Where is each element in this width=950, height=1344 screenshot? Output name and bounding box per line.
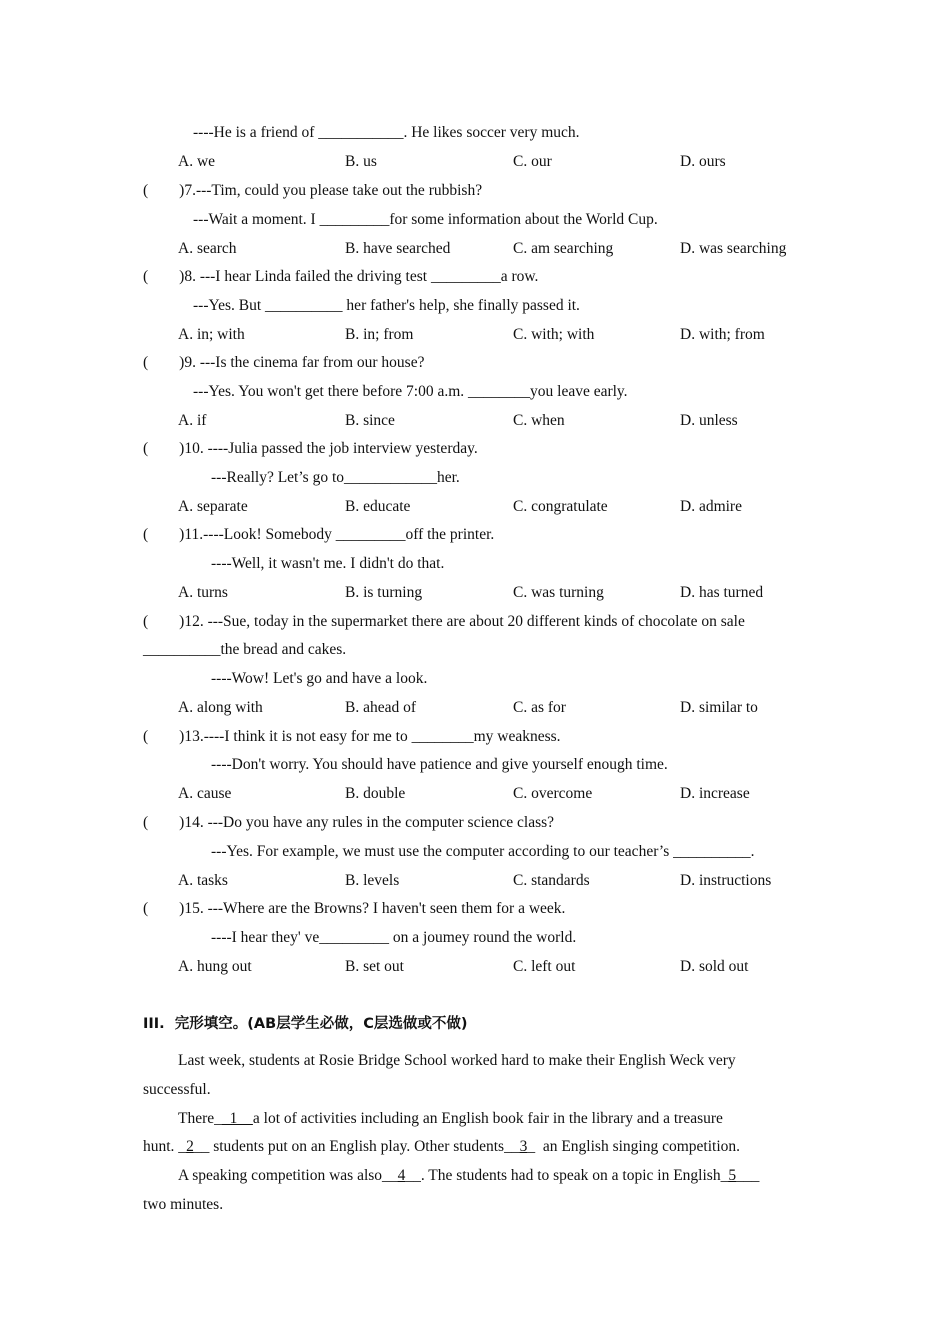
q6-option-d: D. ours bbox=[680, 153, 726, 170]
q14-option-d: D. instructions bbox=[680, 872, 772, 889]
q10-option-d: D. admire bbox=[680, 498, 742, 515]
q15-line2: ----I hear they' ve_________ on a joumey round the world. bbox=[211, 929, 577, 946]
q10-options bbox=[178, 497, 818, 517]
q11-line2: ----Well, it wasn't me. I didn't do that. bbox=[211, 555, 445, 572]
q14-line1: ( )14. ---Do you have any rules in the computer science class? bbox=[143, 814, 555, 831]
q9-option-d: D. unless bbox=[680, 412, 738, 429]
q7-line2: ---Wait a moment. I _________for some information about the World Cup. bbox=[193, 211, 658, 228]
q14-option-a: A. tasks bbox=[178, 872, 228, 889]
q9-options bbox=[178, 411, 818, 431]
q8-line2: ---Yes. But __________ her father's help, she finally passed it. bbox=[193, 297, 580, 314]
q6-line1: ----He is a friend of ___________. He likes soccer very much. bbox=[193, 124, 580, 141]
q13-line1: ( )13.----I think it is not easy for me to ________my weakness. bbox=[143, 728, 561, 745]
q13-options bbox=[178, 784, 818, 804]
q13-line2: ----Don't worry. You should have patience and give yourself enough time. bbox=[211, 756, 668, 773]
q15-option-d: D. sold out bbox=[680, 958, 749, 975]
q11-option-b: B. is turning bbox=[345, 584, 423, 601]
q9-option-a: A. if bbox=[178, 412, 207, 429]
q12-line1: ( )12. ---Sue, today in the supermarket there are about 20 different kinds of chocolate on sale bbox=[143, 613, 745, 630]
q7-option-c: C. am searching bbox=[513, 240, 614, 257]
q7-line1: ( )7.---Tim, could you please take out the rubbish? bbox=[143, 182, 483, 199]
q11-option-c: C. was turning bbox=[513, 584, 604, 601]
q14-option-c: C. standards bbox=[513, 872, 590, 889]
q15-option-b: B. set out bbox=[345, 958, 404, 975]
passage-text: __. The students had to speak on a topic in English_ bbox=[405, 1167, 729, 1184]
q15-options bbox=[178, 957, 818, 977]
q9-option-b: B. since bbox=[345, 412, 395, 429]
q12-option-c: C. as for bbox=[513, 699, 566, 716]
q14-options bbox=[178, 871, 818, 891]
q12-option-b: B. ahead of bbox=[345, 699, 417, 716]
q13-option-b: B. double bbox=[345, 785, 406, 802]
q6-option-b: B. us bbox=[345, 153, 377, 170]
passage-paragraph-2 bbox=[178, 1109, 723, 1129]
q8-option-a: A. in; with bbox=[178, 326, 245, 343]
blank-5: 5 bbox=[728, 1167, 737, 1184]
q14-line2: ---Yes. For example, we must use the computer according to our teacher’s __________. bbox=[211, 843, 755, 860]
passage-text: _ an English singing competition. bbox=[527, 1138, 741, 1155]
q12-line2: ----Wow! Let's go and have a look. bbox=[211, 670, 428, 687]
passage-text: There_ bbox=[178, 1110, 222, 1127]
q9-line1: ( )9. ---Is the cinema far from our house? bbox=[143, 354, 425, 371]
blank-4: 4 bbox=[397, 1167, 406, 1184]
q7-options bbox=[178, 239, 818, 259]
q15-line1: ( )15. ---Where are the Browns? I haven't seen them for a week. bbox=[143, 900, 566, 917]
q6-option-c: C. our bbox=[513, 153, 552, 170]
q10-option-b: B. educate bbox=[345, 498, 411, 515]
q7-option-b: B. have searched bbox=[345, 240, 451, 257]
q12-option-a: A. along with bbox=[178, 699, 263, 716]
q11-option-d: D. has turned bbox=[680, 584, 764, 601]
passage-text: __ students put on an English play. Other students__ bbox=[193, 1138, 520, 1155]
q11-options bbox=[178, 583, 818, 603]
passage-text: a lot of activities including an English book fair in the library and a treasure bbox=[252, 1110, 723, 1127]
q10-option-a: A. separate bbox=[178, 498, 248, 515]
q14-option-b: B. levels bbox=[345, 872, 400, 889]
q8-option-b: B. in; from bbox=[345, 326, 414, 343]
q11-option-a: A. turns bbox=[178, 584, 228, 601]
q8-options bbox=[178, 325, 818, 345]
passage-paragraph-3-continued: two minutes. bbox=[143, 1196, 224, 1213]
section-heading: III. 完形填空。(AB层学生必做，C层选做或不做) bbox=[143, 1016, 468, 1032]
q12-option-d: D. similar to bbox=[680, 699, 758, 716]
q8-option-d: D. with; from bbox=[680, 326, 765, 343]
q9-line2: ---Yes. You won't get there before 7:00 a.m. ________you leave early. bbox=[193, 383, 628, 400]
q12-options bbox=[178, 698, 818, 718]
passage-text: hunt. _ bbox=[143, 1138, 187, 1155]
q8-option-c: C. with; with bbox=[513, 326, 595, 343]
q10-line2: ---Really? Let’s go to____________her. bbox=[211, 469, 460, 486]
passage-paragraph-3 bbox=[178, 1166, 759, 1186]
q10-line1: ( )10. ----Julia passed the job interview yesterday. bbox=[143, 440, 478, 457]
q9-option-c: C. when bbox=[513, 412, 565, 429]
q13-option-c: C. overcome bbox=[513, 785, 593, 802]
passage-text: A speaking competition was also__ bbox=[178, 1167, 398, 1184]
q11-line1: ( )11.----Look! Somebody _________off the printer. bbox=[143, 526, 495, 543]
q6-options bbox=[178, 152, 818, 172]
q7-option-a: A. search bbox=[178, 240, 237, 257]
q7-option-d: D. was searching bbox=[680, 240, 787, 257]
q15-option-c: C. left out bbox=[513, 958, 576, 975]
q13-option-d: D. increase bbox=[680, 785, 750, 802]
blank-3: 3 bbox=[519, 1138, 528, 1155]
q13-option-a: A. cause bbox=[178, 785, 232, 802]
q6-option-a: A. we bbox=[178, 153, 216, 170]
q15-option-a: A. hung out bbox=[178, 958, 252, 975]
q8-line1: ( )8. ---I hear Linda failed the driving test _________a row. bbox=[143, 268, 539, 285]
q10-option-c: C. congratulate bbox=[513, 498, 608, 515]
passage-paragraph-1: Last week, students at Rosie Bridge School worked hard to make their English Weck very bbox=[178, 1052, 736, 1069]
passage-paragraph-1-continued: successful. bbox=[143, 1081, 211, 1098]
passage-text: ___ bbox=[736, 1167, 760, 1184]
passage-paragraph-2-continued bbox=[143, 1137, 740, 1157]
blank-1: 1 bbox=[221, 1110, 253, 1127]
blank-2: 2 bbox=[186, 1138, 194, 1155]
q12-line1-continued: __________the bread and cakes. bbox=[143, 641, 347, 658]
